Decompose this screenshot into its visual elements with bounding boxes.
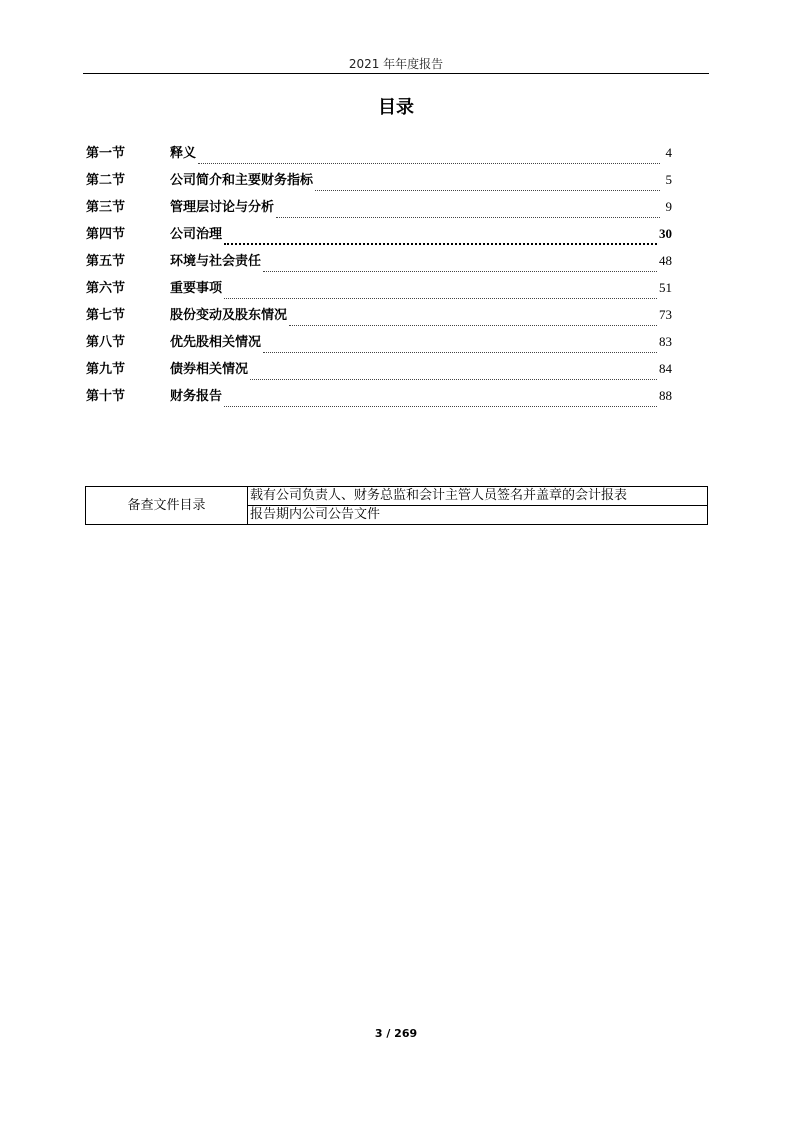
reference-doc-item: 报告期内公司公告文件 <box>248 506 708 525</box>
toc-page-number: 5 <box>665 172 672 187</box>
toc-section-number: 第十节 <box>86 389 126 404</box>
toc-entry[interactable] <box>86 359 672 386</box>
toc-entry[interactable] <box>86 224 672 251</box>
toc-section-number: 第五节 <box>86 254 126 269</box>
toc-section-number: 第九节 <box>86 362 126 377</box>
toc-entry[interactable] <box>86 251 672 278</box>
toc-leader-dots <box>250 378 657 380</box>
toc-page-number: 48 <box>659 253 672 268</box>
toc-section-number: 第四节 <box>86 227 126 242</box>
toc-page-number: 4 <box>665 145 672 160</box>
table-row <box>86 487 708 506</box>
toc-entry[interactable] <box>86 143 672 170</box>
toc-section-number: 第三节 <box>86 200 126 215</box>
toc-section-name: 公司治理 <box>170 227 223 242</box>
toc-page-number: 30 <box>659 226 672 241</box>
toc-page-number: 84 <box>659 361 672 376</box>
toc-leader-dots <box>263 270 657 272</box>
toc-section-number: 第八节 <box>86 335 126 350</box>
toc-section-number: 第七节 <box>86 308 126 323</box>
toc-page-number: 83 <box>659 334 672 349</box>
toc-section-name: 管理层讨论与分析 <box>170 200 275 215</box>
toc-entry[interactable] <box>86 305 672 332</box>
toc-section-number: 第六节 <box>86 281 126 296</box>
toc-section-name: 公司简介和主要财务指标 <box>170 173 314 188</box>
toc-section-name: 重要事项 <box>170 281 223 296</box>
toc-title: 目录 <box>378 97 414 118</box>
toc-entry[interactable] <box>86 332 672 359</box>
page-number-indicator: 3 / 269 <box>374 1027 418 1040</box>
toc-leader-dots <box>315 189 660 191</box>
toc-section-name: 优先股相关情况 <box>170 335 262 350</box>
toc-leader-dots <box>224 297 657 299</box>
toc-page-number: 51 <box>659 280 672 295</box>
toc-section-name: 债券相关情况 <box>170 362 249 377</box>
toc-page-number: 88 <box>659 388 672 403</box>
toc-leader-dots <box>263 351 657 353</box>
toc-section-number: 第二节 <box>86 173 126 188</box>
toc-section-name: 财务报告 <box>170 389 223 404</box>
report-header-title: 2021 年年度报告 <box>348 57 444 71</box>
reference-documents-table <box>85 486 708 525</box>
toc-section-number: 第一节 <box>86 146 126 161</box>
toc-leader-dots <box>198 162 660 164</box>
toc-entry[interactable] <box>86 197 672 224</box>
reference-docs-label: 备查文件目录 <box>86 487 248 525</box>
toc-leader-dots <box>224 405 657 407</box>
reference-doc-item: 载有公司负责人、财务总监和会计主管人员签名并盖章的会计报表 <box>248 487 708 506</box>
toc-leader-dots <box>289 324 657 326</box>
table-of-contents <box>86 143 672 413</box>
toc-section-name: 股份变动及股东情况 <box>170 308 288 323</box>
toc-entry[interactable] <box>86 386 672 413</box>
toc-leader-dots <box>276 216 660 218</box>
toc-entry[interactable] <box>86 278 672 305</box>
toc-page-number: 73 <box>659 307 672 322</box>
toc-page-number: 9 <box>665 199 672 214</box>
toc-section-name: 释义 <box>170 146 197 161</box>
toc-section-name: 环境与社会责任 <box>170 254 262 269</box>
header-divider <box>83 73 709 74</box>
toc-leader-dots <box>224 242 657 245</box>
toc-entry[interactable] <box>86 170 672 197</box>
